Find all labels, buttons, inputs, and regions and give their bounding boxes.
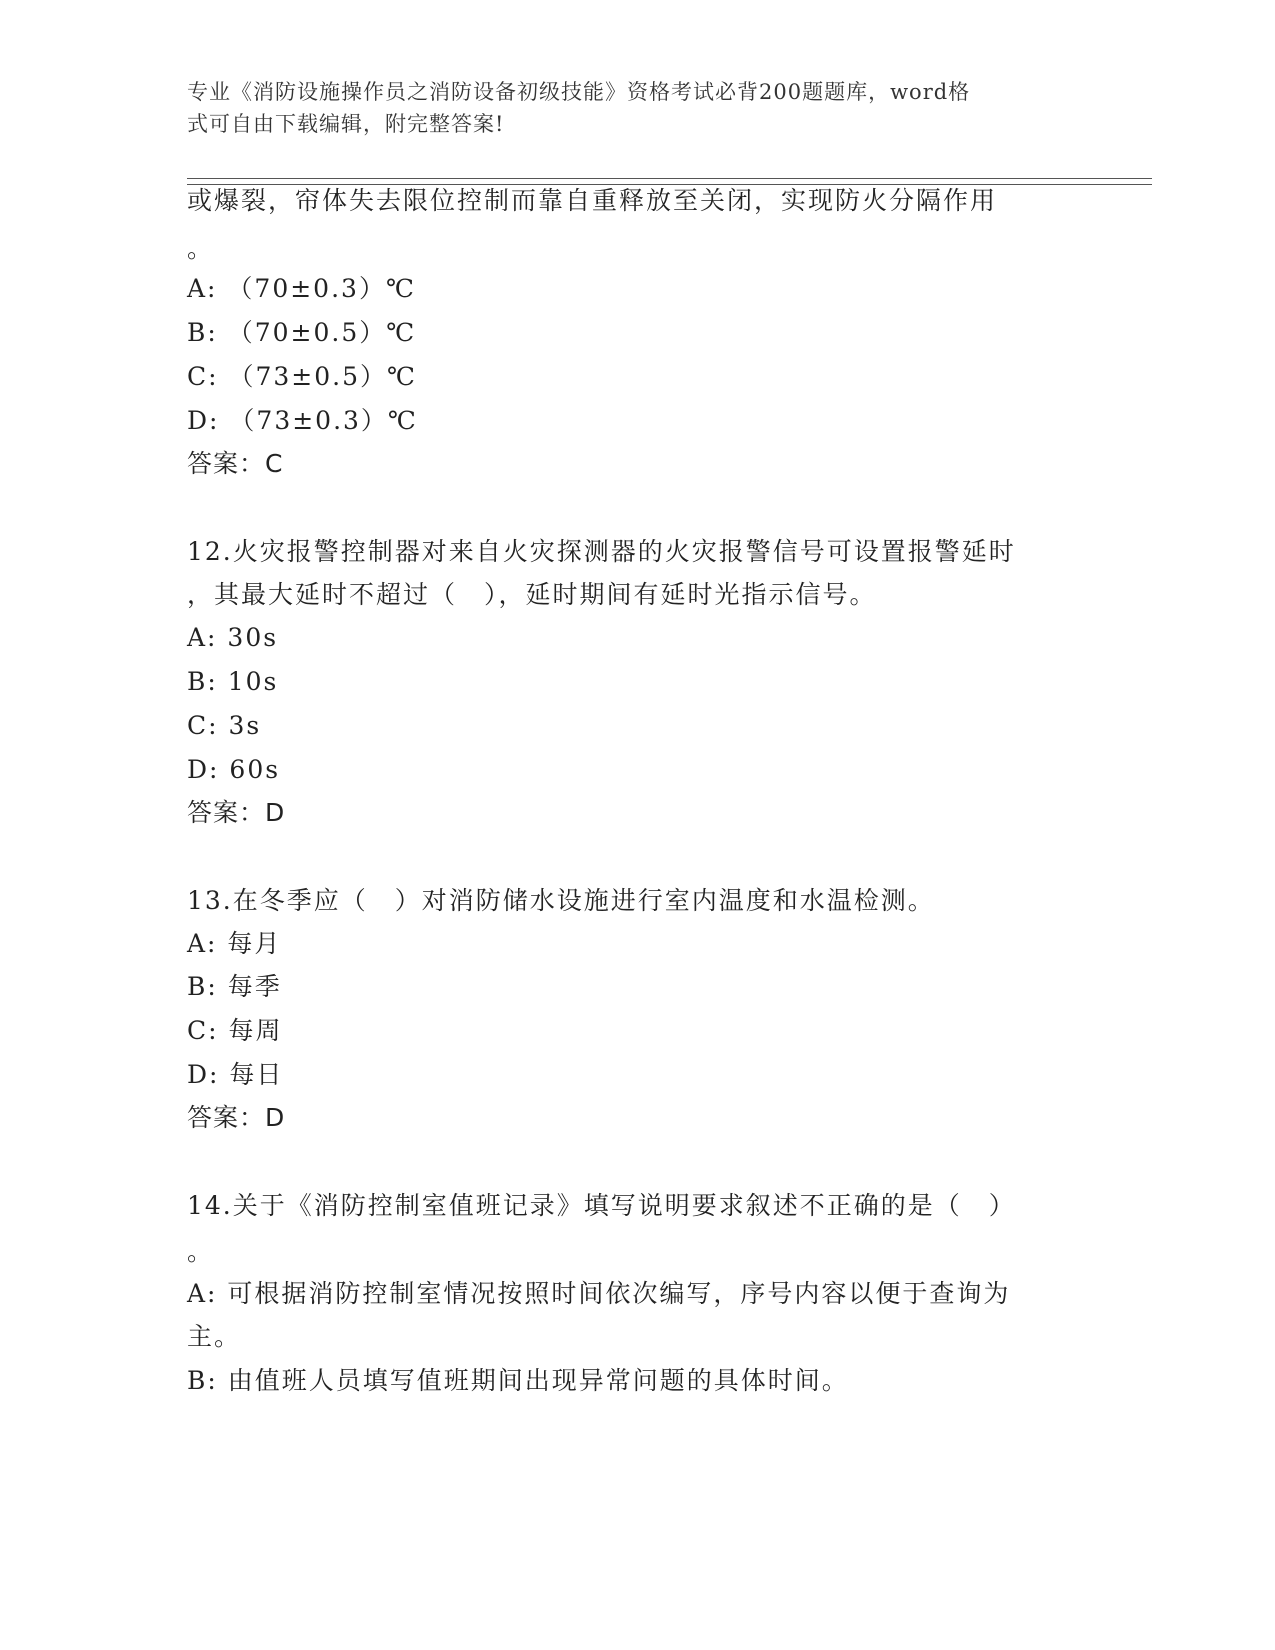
option-b: B: 由值班人员填写值班期间出现异常问题的具体时间。 xyxy=(187,1366,849,1395)
question-12-text: ，其最大延时不超过（ ），延时期间有延时光指示信号。 xyxy=(187,580,877,609)
option-d: D: 60s xyxy=(187,755,281,784)
question-14-text: 。 xyxy=(187,1237,215,1266)
question-12-text: 12.火灾报警控制器对来自火灾探测器的火灾报警信号可设置报警延时 xyxy=(187,537,1016,566)
option-a: A: 30s xyxy=(187,623,279,652)
question-text: 或爆裂，帘体失去限位控制而靠自重释放至关闭，实现防火分隔作用 xyxy=(187,186,998,215)
question-13-text: 13.在冬季应（ ）对消防储水设施进行室内温度和水温检测。 xyxy=(187,886,935,915)
answer: 答案：D xyxy=(187,798,286,827)
option-b: B: （70±0.5）℃ xyxy=(187,318,417,347)
option-c: C: 3s xyxy=(187,711,262,740)
header-line-1: 专业《消防设施操作员之消防设备初级技能》资格考试必背200题题库，word格 xyxy=(187,80,971,104)
answer: 答案：D xyxy=(187,1103,286,1132)
document-header xyxy=(187,76,1087,140)
option-b: B: 10s xyxy=(187,667,279,696)
option-c: C: （73±0.5）℃ xyxy=(187,362,417,391)
option-a: A: 每月 xyxy=(187,929,282,958)
option-c: C: 每周 xyxy=(187,1016,283,1045)
answer: 答案：C xyxy=(187,449,284,478)
question-text: 。 xyxy=(187,234,215,263)
option-d: D: 每日 xyxy=(187,1060,284,1089)
option-a-continued: 主。 xyxy=(187,1322,242,1351)
header-line-2: 式可自由下载编辑，附完整答案! xyxy=(187,112,505,136)
option-d: D: （73±0.3）℃ xyxy=(187,406,418,435)
option-a: A: （70±0.3）℃ xyxy=(187,274,416,303)
question-14-text: 14.关于《消防控制室值班记录》填写说明要求叙述不正确的是（ ） xyxy=(187,1191,1016,1220)
option-a: A: 可根据消防控制室情况按照时间依次编写，序号内容以便于查询为 xyxy=(187,1279,1011,1308)
option-b: B: 每季 xyxy=(187,972,282,1001)
